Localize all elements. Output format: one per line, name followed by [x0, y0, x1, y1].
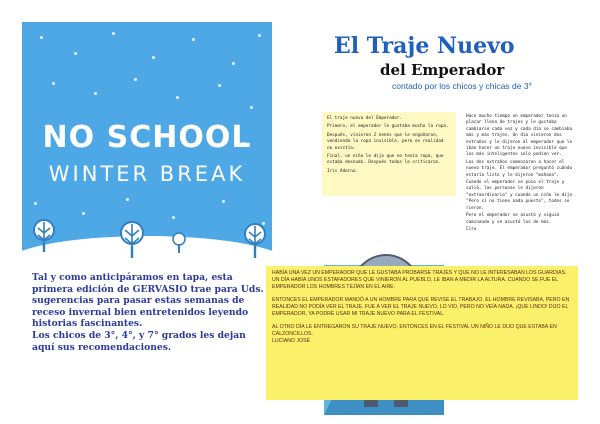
- box-paragraph: AL OTRO DÍA LE ENTREGARON SU TRAJE NUEVO, ENTONCES EN EL FESTIVAL UN NIÑO LE DIJO QUE ESTABA EN CALZONCILLOS.: [272, 324, 557, 337]
- story-title-line2: del Emperador: [380, 61, 505, 79]
- snowy-tree-icon: [32, 218, 56, 254]
- banner-subtitle: WINTER BREAK: [48, 162, 246, 186]
- column-line: Pero el emperador se asustó y siguió caminando y se asustó los de más.: [466, 213, 560, 225]
- column-line: Cuando el emperador se puso el traje y salió, las personas le dijeron "extraordinario" y cuando un niño le dijo "Pero si no tiene nada puesto", todos se rieron.: [466, 180, 573, 211]
- box-line: Final, un niño le dijo que no tenía ropa, que estaba desnudo. Después todos le criticaron.: [327, 154, 444, 166]
- story-title: El Traje Nuevo: [334, 33, 515, 59]
- box-signature: LUCIANO JOSÉ: [272, 338, 311, 344]
- winter-break-banner: [22, 22, 272, 266]
- right-page: [272, 0, 600, 424]
- column-line: Hace mucho tiempo un emperador tenía un placar lleno de trajes y le gustaba cambiarse cada vez y cada día se cambiaba más y más trajes. Un día vinieron dos extraños y le dijeron al emperador que le iban hacer un traje nuevo invisible que los más inteligentes solo podían ver.: [466, 114, 573, 158]
- snow-hill: [22, 236, 272, 266]
- story-box-iris: [322, 112, 456, 196]
- banner-title: NO SCHOOL: [42, 120, 252, 155]
- box-line: Después, vinieron 2 nenes que le engañaron, vendiendo la ropa invisible, pero en realidad no existía.: [327, 132, 444, 151]
- intro-paragraph: Los chicos de 3°, 4°, y 7° grados les dejan aquí sus recomendaciones.: [32, 329, 246, 353]
- box-line: Primero, el emperador le gustaba mucho la ropa.: [327, 124, 449, 130]
- snowy-tree-icon: [172, 232, 186, 254]
- story-box-luciano: [266, 266, 578, 400]
- story-subtitle: contado por los chicos y chicas de 3°: [392, 81, 532, 91]
- box-signature: Iris Adorno.: [327, 168, 359, 174]
- column-signature: Ciro: [466, 226, 477, 232]
- column-line: Los dos extraños comenzaron a hacer el nuevo traje. El emperador preguntó cuándo estaría listo y le dijeron "mañana".: [466, 159, 573, 178]
- story-column-ciro: [466, 114, 576, 234]
- box-paragraph: ENTONCES EL EMPERADOR MANDÓ A UN HOMBRE PARA QUE REVISE EL TRABAJO. EL HOMBRE REVISABA, PERO EN REALIDAD NO PODÍA VER EL TRAJE. FUE A VER EL TRAJE NUEVO, LO VIO, PERO NO VEÍA NADA. ¡QUE LINDO! DIJO EL EMPERADOR, YA PODRÉ USAR MI TRAJE NUEVO PARA EL FESTIVAL.: [272, 297, 570, 317]
- box-heading: El traje nuevo del Emperador.: [327, 116, 403, 121]
- box-paragraph: HABÍA UNA VEZ UN EMPERADOR QUE LE GUSTABA PROBARSE TRAJES Y QUE NO LE INTERESABAN LOS GUARDIAS. UN DÍA HABÍA UNOS ESTAFADORES QUE VINIERON AL PUEBLO, LE IBAN A MEDIR LA ALTURA. CUANDO SE FUE EL EMPERADOR LOS HOMBRES TEJÍAN EN EL AIRE.: [272, 270, 567, 290]
- snowy-tree-icon: [118, 220, 146, 260]
- intro-paragraph: Tal y como anticipáramos en tapa, esta primera edición de GERVASIO trae para Uds. sugerencias para pasar estas semanas de receso invernal bien entretenidos leyendo historias fascinantes.: [32, 272, 264, 330]
- snowy-tree-icon: [242, 222, 268, 260]
- intro-text: [32, 272, 264, 353]
